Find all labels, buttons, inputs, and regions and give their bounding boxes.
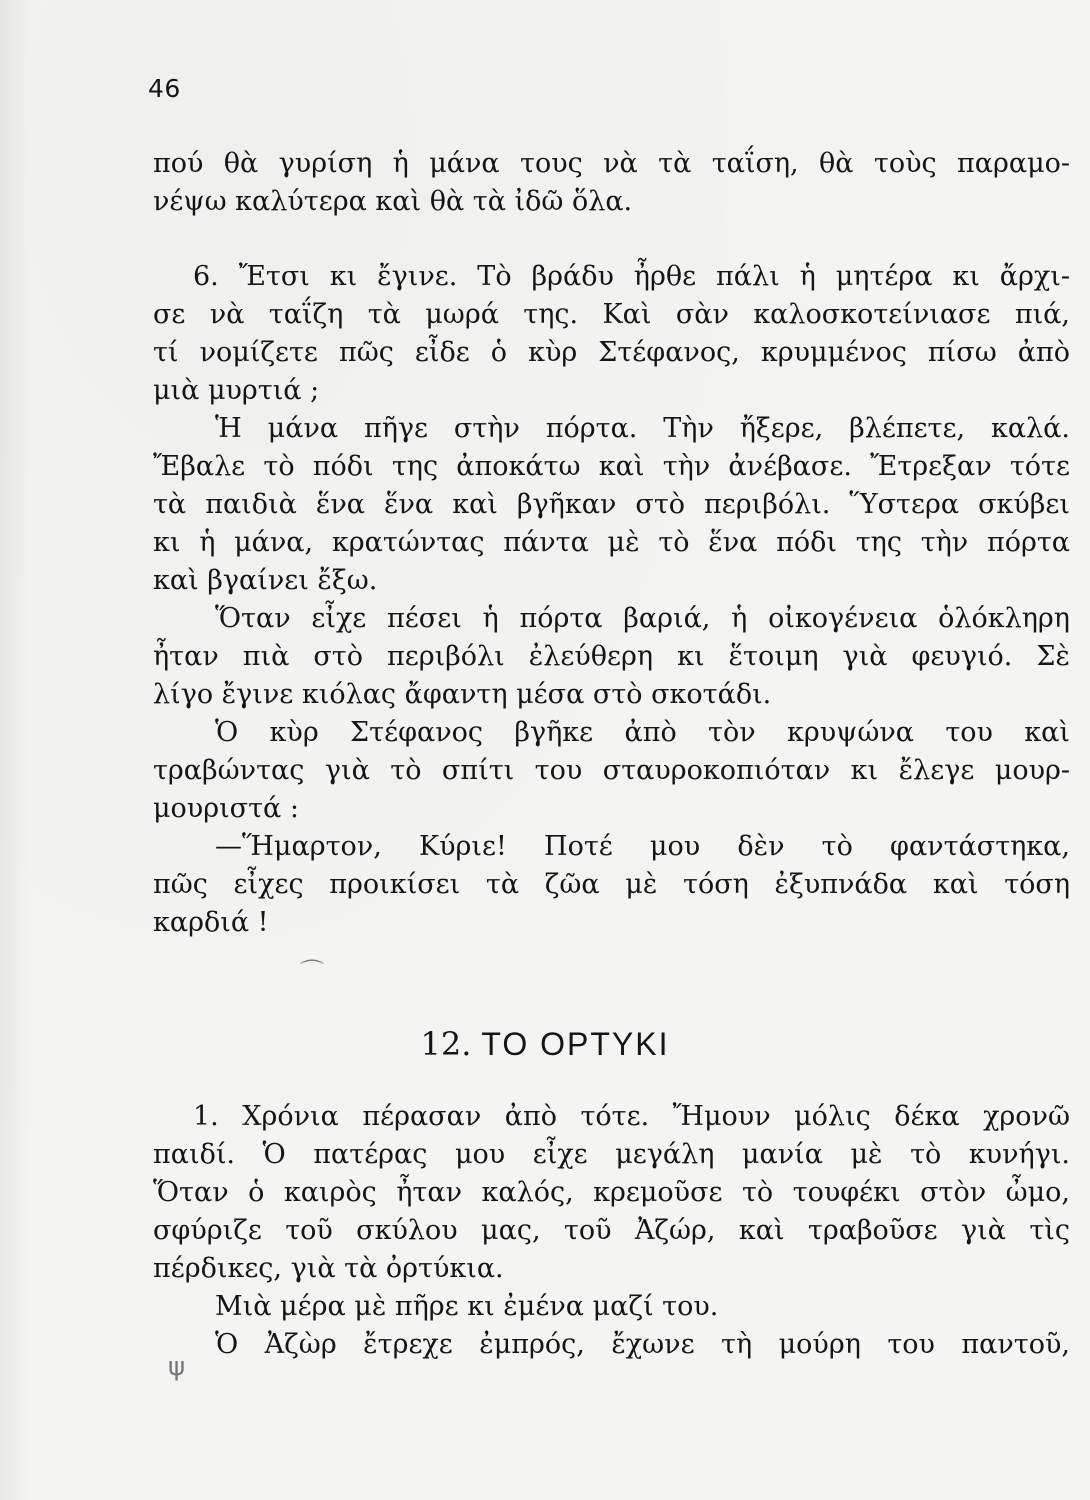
- text-line: μουριστά :: [153, 793, 299, 824]
- text-line: καρδιά !: [153, 907, 269, 938]
- text-line: τραβώντας γιὰ τὸ σπίτι του σταυροκοπιόταν κι ἔλεγε μουρ-: [153, 755, 1070, 786]
- text-line: —Ἥμαρτον, Κύριε! Ποτέ μου δὲν τὸ φαντάστηκα,: [215, 831, 1070, 862]
- text-line: καὶ βγαίνει ἔξω.: [153, 565, 378, 596]
- chapter-number: 12.: [420, 1025, 472, 1063]
- text-line: νέψω καλύτερα καὶ θὰ τὰ ἰδῶ ὅλα.: [153, 186, 633, 217]
- text-line: τὰ παιδιὰ ἕνα ἕνα καὶ βγῆκαν στὸ περιβόλι. Ὕστερα σκύβει: [153, 489, 1070, 520]
- text-line: Ἡ μάνα πῆγε στὴν πόρτα. Τὴν ἤξερε, βλέπετε, καλά.: [215, 413, 1070, 444]
- chapter-heading: [0, 1025, 1090, 1063]
- text-line: κι ἡ μάνα, κρατώντας πάντα μὲ τὸ ἕνα πόδι της τὴν πόρτα: [153, 527, 1070, 558]
- text-line: 6. Ἔτσι κι ἔγινε. Τὸ βράδυ ἦρθε πάλι ἡ μητέρα κι ἄρχι-: [193, 261, 1070, 292]
- text-line: Ὅταν ὁ καιρὸς ἦταν καλός, κρεμοῦσε τὸ τουφέκι στὸν ὦμο,: [153, 1177, 1070, 1208]
- text-line: Μιὰ μέρα μὲ πῆρε κι ἐμένα μαζί του.: [215, 1291, 719, 1322]
- text-line: σφύριζε τοῦ σκύλου μας, τοῦ Ἀζώρ, καὶ τραβοῦσε γιὰ τὶς: [153, 1215, 1070, 1246]
- chapter-12-text: [153, 1098, 1070, 1364]
- text-line: Ὁ κὺρ Στέφανος βγῆκε ἀπὸ τὸν κρυψώνα του καὶ: [215, 717, 1070, 748]
- chapter-title: ΤΟ ΟΡΤΥΚΙ: [481, 1026, 670, 1062]
- text-line: πῶς εἶχες προικίσει τὰ ζῶα μὲ τόση ἐξυπνάδα καὶ τόση: [153, 869, 1070, 900]
- text-line: 1. Χρόνια πέρασαν ἀπὸ τότε. Ἤμουν μόλις δέκα χρονῶ: [193, 1101, 1070, 1132]
- text-line: λίγο ἔγινε κιόλας ἄφαντη μέσα στὸ σκοτάδι.: [153, 679, 772, 710]
- section-6: [153, 258, 1070, 942]
- text-line: ἦταν πιὰ στὸ περιβόλι ἐλεύθερη κι ἕτοιμη γιὰ φευγιό. Σὲ: [153, 641, 1070, 672]
- text-line: πού θὰ γυρίση ἡ μάνα τους νὰ τὰ ταΐση, θὰ τοὺς παραμο-: [153, 148, 1070, 179]
- text-line: Ὅταν εἶχε πέσει ἡ πόρτα βαριά, ἡ οἰκογένεια ὁλόκληρη: [215, 603, 1070, 634]
- page-number: 46: [148, 74, 181, 103]
- text-line: σε νὰ ταΐζη τὰ μωρά της. Καὶ σὰν καλοσκοτείνιασε πιά,: [153, 299, 1070, 330]
- text-line: πέρδικες, γιὰ τὰ ὀρτύκια.: [153, 1253, 504, 1284]
- text-line: τί νομίζετε πῶς εἶδε ὁ κὺρ Στέφανος, κρυμμένος πίσω ἀπὸ: [153, 337, 1070, 368]
- margin-mark-icon: ψ: [168, 1352, 186, 1382]
- text-line: παιδί. Ὁ πατέρας μου εἶχε μεγάλη μανία μὲ τὸ κυνήγι.: [153, 1139, 1070, 1170]
- text-line: Ἔβαλε τὸ πόδι της ἀποκάτω καὶ τὴν ἀνέβασε. Ἔτρεξαν τότε: [153, 451, 1070, 482]
- text-line: Ὁ Ἀζὼρ ἔτρεχε ἐμπρός, ἔχωνε τὴ μούρη του παντοῦ,: [215, 1329, 1070, 1360]
- pencil-mark-icon: ⌒: [300, 958, 324, 986]
- paragraph-continuation: [153, 145, 1070, 221]
- text-line: μιὰ μυρτιά ;: [153, 375, 320, 406]
